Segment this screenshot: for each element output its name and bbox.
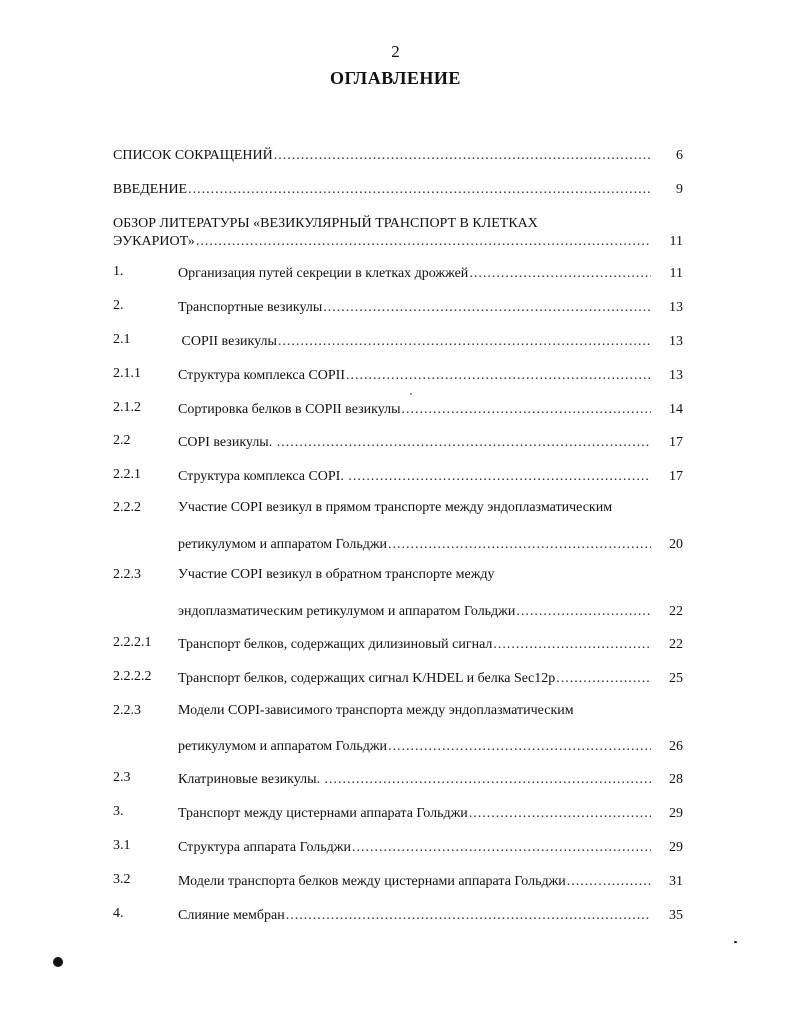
toc-entry-title: Слияние мембран <box>178 908 285 923</box>
leader-dots <box>567 874 651 890</box>
leader-dots <box>348 469 651 485</box>
toc-entry-title: Структура комплекса COPII <box>178 368 346 383</box>
toc-entry-title-line1: Участие COPI везикул в обратном транспорте между <box>178 567 495 582</box>
leader-dots <box>277 435 651 451</box>
toc-page-number: 14 <box>669 402 683 417</box>
toc-section-number: 2.1 <box>113 332 131 347</box>
toc-entry-title: Сортировка белков в COPII везикулы <box>178 402 401 417</box>
toc-page-number: 11 <box>669 234 683 249</box>
toc-page-number: 20 <box>669 537 683 552</box>
toc-entry-title-line1: Модели COPI-зависимого транспорта между эндоплазматическим <box>178 703 574 718</box>
leader-dots <box>274 148 651 164</box>
toc-section-number: 3.1 <box>113 838 131 853</box>
toc-page-number: 22 <box>669 637 683 652</box>
toc-page-number: 29 <box>669 806 683 821</box>
toc-page-number: 9 <box>676 182 683 197</box>
toc-entry-title: эндоплазматическим ретикулумом и аппаратом Гольджи <box>178 604 516 619</box>
toc-page-number: 17 <box>669 435 683 450</box>
toc-section-number: 3. <box>113 804 124 819</box>
toc-page-number: 29 <box>669 840 683 855</box>
toc-section-number: 1. <box>113 264 124 279</box>
toc-page-number: 13 <box>669 300 683 315</box>
toc-section-number: 2.3 <box>113 770 131 785</box>
page-title: ОГЛАВЛЕНИЕ <box>330 68 461 88</box>
toc-section-number: 2. <box>113 298 124 313</box>
toc-section-number: 2.2.3 <box>113 703 141 718</box>
toc-page-number: 17 <box>669 469 683 484</box>
toc-page-number: 35 <box>669 908 683 923</box>
toc-entry-title: Структура комплекса COPI. <box>178 469 348 484</box>
toc-page-number: 11 <box>669 266 683 281</box>
toc-entry-title-line1: Участие COPI везикул в прямом транспорте между эндоплазматическим <box>178 500 613 515</box>
toc-page-number: 28 <box>669 772 683 787</box>
leader-dots <box>469 806 651 822</box>
leader-dots <box>402 402 651 418</box>
leader-dots <box>352 840 651 856</box>
toc-entry-title: Модели транспорта белков между цистернами аппарата Гольджи <box>178 874 566 889</box>
toc-section-number: 2.1.2 <box>113 400 141 415</box>
toc-section-number: 2.2.2 <box>113 500 141 515</box>
leader-dots <box>346 368 651 384</box>
toc-page-number: 25 <box>669 671 683 686</box>
leader-dots <box>493 637 651 653</box>
toc-entry-title: ЭУКАРИОТ» <box>113 234 195 249</box>
scan-speck <box>53 957 63 967</box>
scan-speck <box>734 941 737 943</box>
scan-speck <box>410 393 412 395</box>
leader-dots <box>388 739 651 755</box>
toc-entry-title: Организация путей секреции в клетках дрожжей <box>178 266 469 281</box>
toc-section-number: 2.2.3 <box>113 567 141 582</box>
toc-entry-title: COPI везикулы. <box>178 435 276 450</box>
page-number: 2 <box>391 42 400 61</box>
toc-entry-title: ВВЕДЕНИЕ <box>113 182 188 197</box>
toc-page-number: 6 <box>676 148 683 163</box>
toc-page-number: 31 <box>669 874 683 889</box>
toc-entry-title: Транспорт белков, содержащих дилизиновый сигнал <box>178 637 493 652</box>
toc-entry-title: ретикулумом и аппаратом Гольджи <box>178 537 388 552</box>
leader-dots <box>388 537 651 553</box>
toc-section-number: 3.2 <box>113 872 131 887</box>
toc-section-number: 2.2.2.2 <box>113 669 152 684</box>
toc-entry-title: Структура аппарата Гольджи <box>178 840 351 855</box>
toc-page-number: 13 <box>669 368 683 383</box>
leader-dots <box>188 182 651 198</box>
toc-section-number: 4. <box>113 906 124 921</box>
leader-dots <box>286 908 651 924</box>
toc-entry-title: COPII везикулы <box>178 334 277 349</box>
toc-entry-title: СПИСОК СОКРАЩЕНИЙ <box>113 148 273 163</box>
toc-page-number: 26 <box>669 739 683 754</box>
toc-entry-title-line1: ОБЗОР ЛИТЕРАТУРЫ «ВЕЗИКУЛЯРНЫЙ ТРАНСПОРТ В КЛЕТКАХ <box>113 216 538 231</box>
table-of-contents <box>113 0 683 1024</box>
toc-section-number: 2.2.1 <box>113 467 141 482</box>
toc-entry-title: Транспорт между цистернами аппарата Гольджи <box>178 806 468 821</box>
toc-page-number: 13 <box>669 334 683 349</box>
leader-dots <box>325 772 652 788</box>
leader-dots <box>196 234 651 250</box>
toc-entry-title: Клатриновые везикулы. <box>178 772 324 787</box>
toc-entry-title: Транспортные везикулы <box>178 300 323 315</box>
toc-entry-title: ретикулумом и аппаратом Гольджи <box>178 739 388 754</box>
toc-entry-title: Транспорт белков, содержащих сигнал K/HDEL и белка Sec12p <box>178 671 556 686</box>
toc-section-number: 2.2.2.1 <box>113 635 152 650</box>
leader-dots <box>556 671 651 687</box>
toc-section-number: 2.1.1 <box>113 366 141 381</box>
leader-dots <box>469 266 651 282</box>
toc-page-number: 22 <box>669 604 683 619</box>
leader-dots <box>323 300 651 316</box>
toc-section-number: 2.2 <box>113 433 131 448</box>
leader-dots <box>278 334 651 350</box>
leader-dots <box>516 604 651 620</box>
